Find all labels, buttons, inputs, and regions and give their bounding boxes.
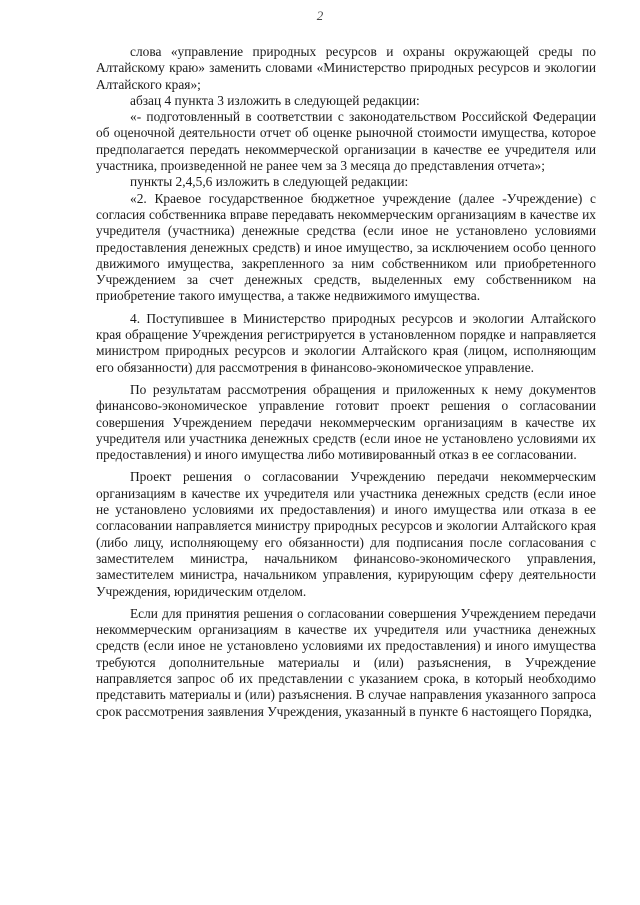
- page-number: 2: [316, 8, 324, 23]
- document-body: [96, 44, 596, 720]
- paragraph-8: Проект решения о согласовании Учреждению передачи некоммерческим организациям в качестве их учредителя или участника денежных средств (если иное не установлено условиями их предоставления) и иного имущества или отказа в ее согласовании направляется министру природных ресурсов и экологии Алтайского края (либо лицу, исполняющему его обязанности) для подписания после согласования с заместителем министра, начальником финансово-экономического управления, заместителем министра, начальником управления, курирующим сферу деятельности Учреждения, юридическим отделом.: [96, 469, 596, 599]
- paragraph-9: Если для принятия решения о согласовании совершения Учреждением передачи некоммерческим организациям в качестве их учредителя или участника денежных средств (если иное не установлено условиями их предоставления) и иного имущества требуются дополнительные материалы и (или) разъяснения, в Учреждение направляется запрос об их представлении с указанием срока, в который необходимо представить материалы и (или) разъяснения. В случае направления указанного запроса срок рассмотрения заявления Учреждения, указанный в пункте 6 настоящего Порядка,: [96, 605, 596, 719]
- paragraph-4: пункты 2,4,5,6 изложить в следующей редакции:: [130, 174, 409, 190]
- paragraph-6: 4. Поступившее в Министерство природных ресурсов и экологии Алтайского края обращение Учреждения регистрируется в установленном порядке и направляется министром природных ресурсов и экологии Алтайского края (лицом, исполняющим его обязанности) для рассмотрения в финансово-экономическое управление.: [96, 310, 596, 375]
- paragraph-2: абзац 4 пункта 3 изложить в следующей редакции:: [130, 92, 420, 108]
- paragraph-3: «- подготовленный в соответствии с законодательством Российской Федерации об оценочной деятельности отчет об оценке рыночной стоимости имущества, которое предполагается передать некоммерческой организации в качестве ее учредителя или участника, произведенной не ранее чем за 3 месяца до представления отчета»;: [96, 109, 596, 174]
- paragraph-5: «2. Краевое государственное бюджетное учреждение (далее -Учреждение) с согласия собственника вправе передавать некоммерческим организациям в качестве их учредителя (участника) денежные средства (если иное не установлено условиями предоставления денежных средств) и иное имущество, за исключением особо ценного движимого имущества, закрепленного за ним собственником или приобретенного Учреждением за счет денежных средств, выделенных ему собственником на приобретение такого имущества, а также недвижимого имущества.: [96, 190, 596, 304]
- paragraph-1: слова «управление природных ресурсов и охраны окружающей среды по Алтайскому краю» заменить словами «Министерство природных ресурсов и экологии Алтайского края»;: [96, 44, 596, 92]
- paragraph-7: По результатам рассмотрения обращения и приложенных к нему документов финансово-экономическое управление готовит проект решения о согласовании совершения Учреждением передачи некоммерческим организациям в качестве их учредителя или участника денежных средств (если иное не установлено условиями их предоставления) и иного имущества либо мотивированный отказ в ее согласовании.: [96, 381, 596, 463]
